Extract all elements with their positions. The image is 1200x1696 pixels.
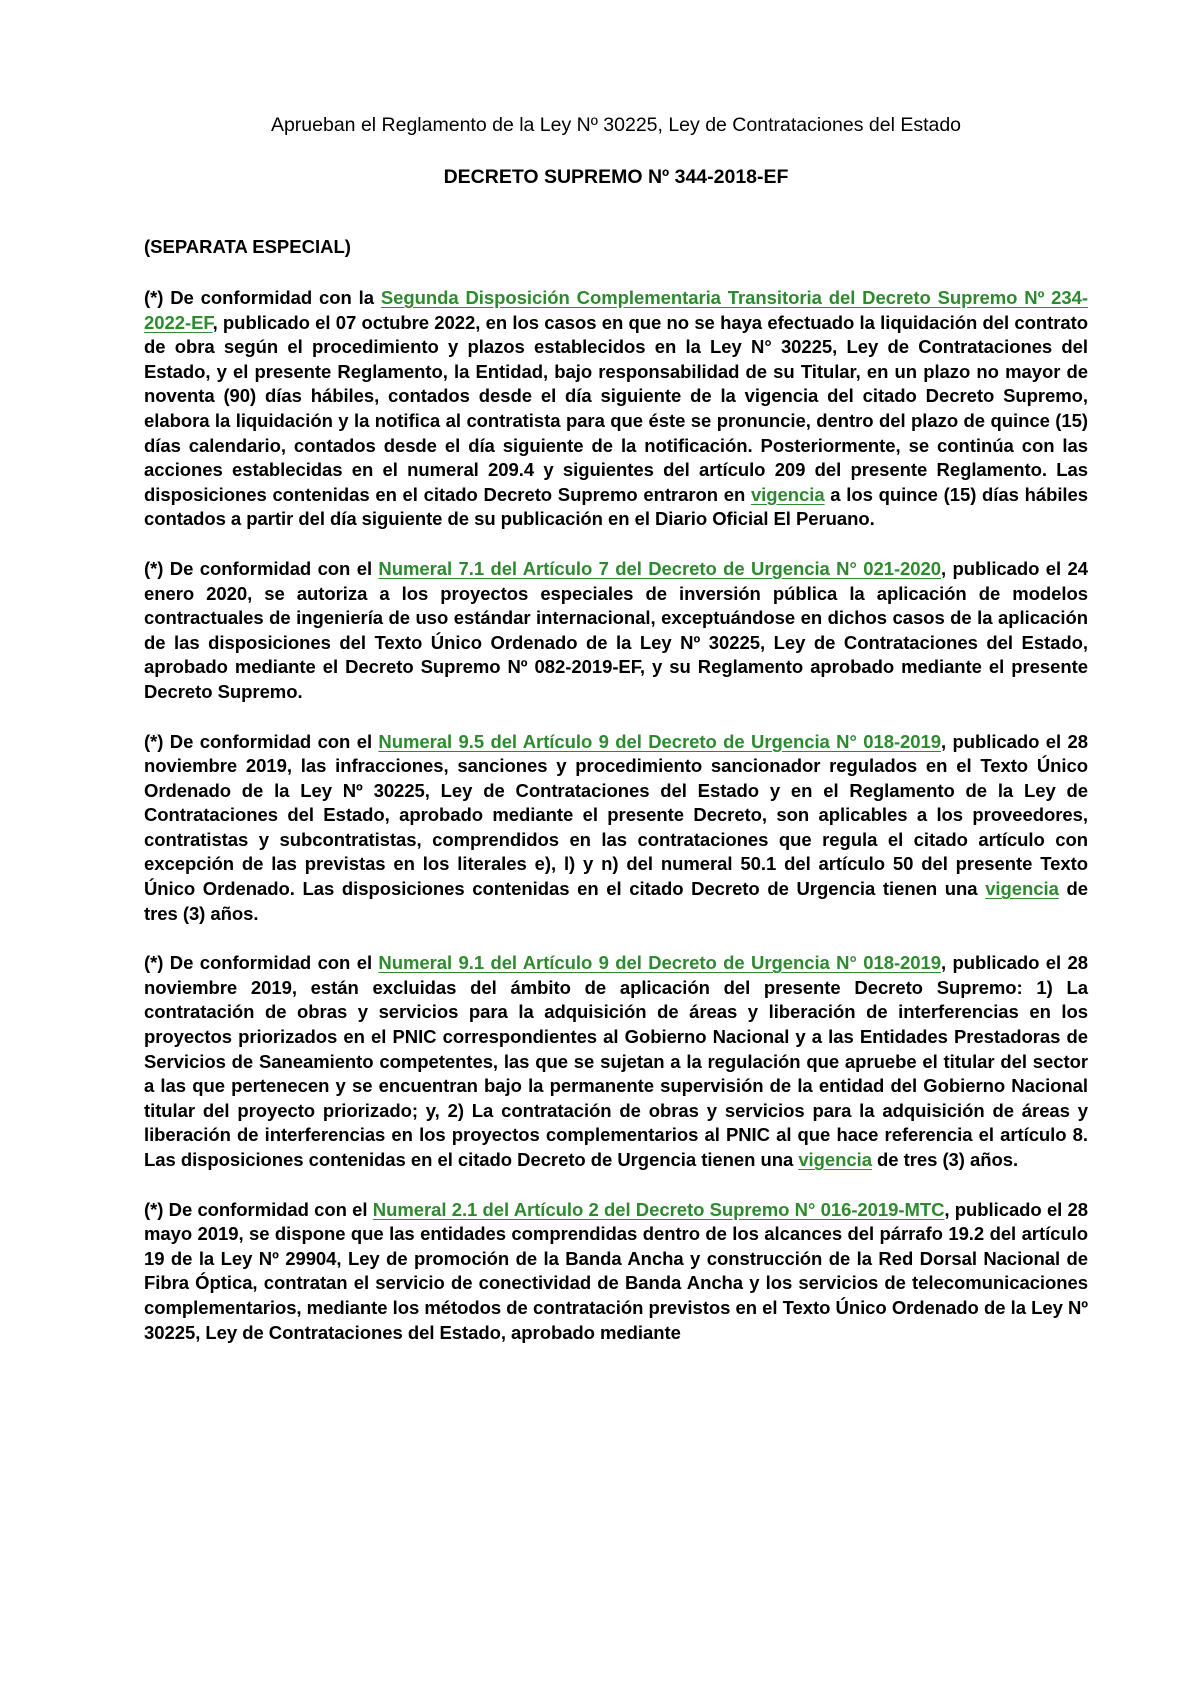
note-text: a los quince (15) días hábiles contados a partir del día siguiente de su publicación en el Diario Oficial El Peruano.	[144, 483, 1089, 530]
note-paragraph-4	[144, 951, 1088, 1172]
vigencia-link[interactable]: vigencia	[985, 878, 1059, 900]
document-title: Aprueban el Reglamento de la Ley Nº 30225, Ley de Contrataciones del Estado	[270, 114, 962, 136]
vigencia-link[interactable]: vigencia	[798, 1149, 872, 1170]
note-text: , publicado el 28 noviembre 2019, las infracciones, sanciones y procedimiento sancionador regulados en el Texto Único Ordenado de la Ley Nº 30225, Ley de Contrataciones del Estado y en el Reglamento de la Ley de Contrataciones del Estado, aprobado mediante el presente Decreto, son aplicables a los proveedores, contratistas y subcontratistas, comprendidos en las contrataciones que regula el citado artículo con excepción de las previstas en los literales e), l) y n) del numeral 50.1 del artículo 50 del presente Texto Único Ordenado. Las disposiciones contenidas en el citado Decreto de Urgencia tienen una	[144, 730, 1088, 900]
document-content	[144, 112, 1088, 1370]
note-text: de tres (3) años.	[144, 878, 1088, 924]
note-text: , publicado el 24 enero 2020, se autoriza a los proyectos especiales de inversión pública la aplicación de modelos contractuales de ingeniería de uso estándar internacional, exceptuándose en dichos casos de la aplicación de las disposiciones del Texto Único Ordenado de la Ley Nº 30225, Ley de Contrataciones del Estado, aprobado mediante el Decreto Supremo Nº 082-2019-EF, y su Reglamento aprobado mediante el presente Decreto Supremo.	[144, 557, 1088, 702]
decree-heading: DECRETO SUPREMO Nº 344-2018-EF	[443, 166, 789, 188]
decree-link[interactable]: Numeral 7.1 del Artículo 7 del Decreto de Urgencia N° 021-2020	[378, 557, 942, 579]
note-paragraph-1	[144, 286, 1088, 532]
decree-link[interactable]: Numeral 2.1 del Artículo 2 del Decreto Supremo N° 016-2019-MTC	[372, 1198, 945, 1220]
note-paragraph-2	[144, 557, 1088, 705]
note-paragraph-5	[144, 1198, 1088, 1346]
note-text: (*) De conformidad con la	[144, 287, 381, 308]
decree-link[interactable]: Numeral 9.5 del Artículo 9 del Decreto de Urgencia N° 018-2019	[378, 730, 942, 752]
note-text: , publicado el 07 octubre 2022, en los casos en que no se haya efectuado la liquidación del contrato de obra según el procedimiento y plazos establecidos en la Ley N° 30225, Ley de Contrataciones del Estado, y el presente Reglamento, la Entidad, bajo responsabilidad de su Titular, en un plazo no mayor de noventa (90) días hábiles, contados desde el día siguiente de la vigencia del citado Decreto Supremo, elabora la liquidación y la notifica al contratista para que éste se pronuncie, dentro del plazo de quince (15) días calendario, contados desde el día siguiente de la notificación. Posteriormente, se continúa con las acciones establecidas en el numeral 209.4 y siguientes del artículo 209 del presente Reglamento. Las disposiciones contenidas en el citado Decreto Supremo entraron en	[144, 311, 1088, 505]
decree-link[interactable]: Segunda Disposición Complementaria Transitoria del Decreto Supremo Nº 234-2022-EF	[144, 287, 1088, 333]
decree-link[interactable]: Numeral 9.1 del Artículo 9 del Decreto de Urgencia N° 018-2019	[378, 952, 942, 974]
note-paragraph-3	[144, 730, 1088, 927]
separata-label: (SEPARATA ESPECIAL)	[144, 236, 351, 257]
note-text: , publicado el 28 noviembre 2019, están excluidas del ámbito de aplicación del presente Decreto Supremo: 1) La contratación de obras y servicios para la adquisición de áreas y liberación de interferencias en los proyectos priorizados en el PNIC correspondientes al Gobierno Nacional y a las Entidades Prestadoras de Servicios de Saneamiento competentes, las que se sujetan a la regulación que apruebe el titular del sector a las que pertenecen y se encuentran bajo la permanente supervisión de la entidad del Gobierno Nacional titular del proyecto priorizado; y, 2) La contratación de obras y servicios para la adquisición de áreas y liberación de interferencias en los proyectos complementarios al PNIC al que hace referencia el artículo 8. Las disposiciones contenidas en el citado Decreto de Urgencia tienen una	[144, 952, 1088, 1170]
note-text: , publicado el 28 mayo 2019, se dispone que las entidades comprendidas dentro de los alcances del párrafo 19.2 del artículo 19 de la Ley Nº 29904, Ley de promoción de la Banda Ancha y construcción de la Red Dorsal Nacional de Fibra Óptica, contratan el servicio de conectividad de Banda Ancha y los servicios de telecomunicaciones complementarios, mediante los métodos de contratación previstos en el Texto Único Ordenado de la Ley Nº 30225, Ley de Contrataciones del Estado, aprobado mediante	[144, 1198, 1089, 1343]
note-text: (*) De conformidad con el	[144, 557, 379, 579]
note-text: (*) De conformidad con el	[144, 1198, 373, 1220]
note-text: (*) De conformidad con el	[144, 730, 379, 752]
note-text: (*) De conformidad con el	[144, 952, 379, 974]
vigencia-link[interactable]: vigencia	[750, 483, 825, 505]
note-text: de tres (3) años.	[871, 1149, 1019, 1170]
